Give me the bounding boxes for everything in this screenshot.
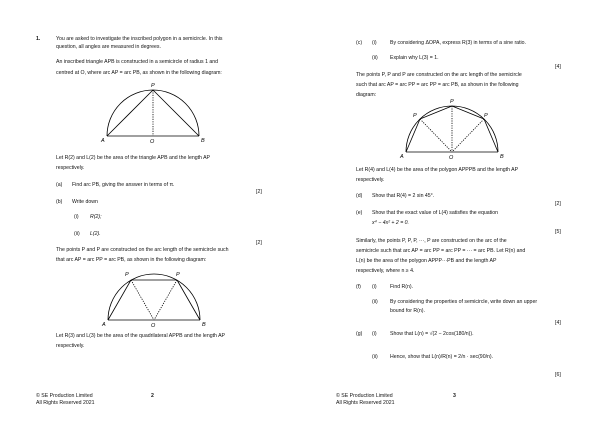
label-o: O xyxy=(449,155,454,161)
paragraph-5-line-3: diagram: xyxy=(356,92,377,98)
paragraph-2-line-1: Let R(2) and L(2) be the area of the triangle APB and the length AP xyxy=(56,155,210,161)
page-number: 3 xyxy=(453,393,456,399)
label-p2: P xyxy=(450,99,454,105)
label-b: B xyxy=(500,154,504,160)
part-a-label: (a) xyxy=(56,182,63,188)
chord-p2p3 xyxy=(452,106,484,119)
part-g-i-text: Show that L(n) = √(2 − 2cos(180/n)). xyxy=(390,331,474,337)
label-b: B xyxy=(202,322,206,328)
paragraph-4-line-2: respectively. xyxy=(56,343,85,349)
footer-copyright: © SE Production Limited xyxy=(336,393,393,399)
part-e-text-2: x⁴ − 4x² + 2 = 0. xyxy=(372,220,409,226)
paragraph-7-line-2: semicircle such that arc AP = arc PP = arc PP = ··· = arc PB. Let R(n) and xyxy=(356,248,526,254)
part-f-label: (f) xyxy=(356,284,361,290)
paragraph-2-line-2: respectively. xyxy=(56,165,85,171)
label-p1: P xyxy=(125,272,129,278)
part-g-marks: [6] xyxy=(555,372,561,378)
radius-op2 xyxy=(154,280,177,320)
part-a-text: Find arc PB, giving the answer in terms of π. xyxy=(72,182,175,188)
part-b-i-text: R(2); xyxy=(90,214,102,220)
intro-line-2: question, all angles are measured in degrees. xyxy=(56,44,161,50)
paragraph-1-line-1: An inscribed triangle APB is constructed in a semicircle of radius 1 and xyxy=(56,59,219,65)
paragraph-3-line-2: that arc AP = arc PP = arc PB, as shown in the following diagram: xyxy=(56,257,207,263)
part-f-ii-label: (ii) xyxy=(372,299,378,305)
paragraph-5-line-2: such that arc AP = arc PP = arc PP = arc PB, as shown in the following xyxy=(356,82,519,88)
chord-ap1 xyxy=(108,280,131,320)
radius-op3 xyxy=(452,119,484,152)
part-b-ii-text: L(2). xyxy=(90,231,101,237)
chord-p1p2 xyxy=(420,106,452,119)
part-c-ii-label: (ii) xyxy=(372,55,378,61)
part-c-label: (c) xyxy=(356,40,363,46)
chord-p3b xyxy=(484,119,498,152)
label-o: O xyxy=(151,323,156,329)
part-c-marks: [4] xyxy=(555,64,561,70)
part-c-i-text: By considering ΔOPA, express R(3) in terms of a sine ratio. xyxy=(390,40,526,46)
part-c-i-label: (i) xyxy=(372,40,377,46)
part-b-ii-label: (ii) xyxy=(74,231,80,237)
part-d-marks: [2] xyxy=(555,201,561,207)
footer-copyright: © SE Production Limited xyxy=(36,393,93,399)
part-c-ii-text: Explain why L(3) = 1. xyxy=(390,55,439,61)
paragraph-7-line-4: respectively, where n ≥ 4. xyxy=(356,268,415,274)
page-3 xyxy=(300,0,600,424)
paragraph-5-line-1: The points P, P and P are constructed on the arc length of the semicircle xyxy=(356,72,522,78)
label-o: O xyxy=(150,139,155,145)
label-a: A xyxy=(101,138,105,144)
semicircle-arc xyxy=(108,274,200,320)
part-g-ii-text: Hence, show that L(n)/R(n) = 2/n · sec(90/n). xyxy=(390,354,494,360)
paragraph-6-line-1: Let R(4) and L(4) be the area of the polygon APPPB and the length AP xyxy=(356,167,519,173)
paragraph-6-line-2: respectively. xyxy=(356,177,385,183)
label-p3: P xyxy=(484,113,488,119)
part-g-i-label: (i) xyxy=(372,331,377,337)
paragraph-4-line-1: Let R(3) and L(3) be the area of the quadrilateral APPB and the length AP xyxy=(56,333,225,339)
part-f-i-label: (i) xyxy=(372,284,377,290)
label-a: A xyxy=(400,154,404,160)
radius-op1 xyxy=(420,119,452,152)
label-p2: P xyxy=(176,272,180,278)
label-a: A xyxy=(102,322,106,328)
footer-rights: All Rights Reserved 2021 xyxy=(36,400,95,406)
paragraph-1-line-2: centred at O, where arc AP = arc PB, as shown in the following diagram: xyxy=(56,70,222,76)
part-f-ii-text-2: bound for R(n). xyxy=(390,308,425,314)
part-g-label: (g) xyxy=(356,331,363,337)
label-p1: P xyxy=(413,113,417,119)
page-number: 2 xyxy=(151,393,154,399)
chord-ap1 xyxy=(406,119,420,152)
chord-p2b xyxy=(177,280,200,320)
radius-op1 xyxy=(131,280,154,320)
part-b-text: Write down xyxy=(72,199,98,205)
part-b-i-label: (i) xyxy=(74,214,79,220)
question-number: 1. xyxy=(36,36,41,42)
part-b-marks: [2] xyxy=(256,240,262,246)
part-f-i-text: Find R(n). xyxy=(390,284,414,290)
part-d-text: Show that R(4) = 2 sin 45°. xyxy=(372,193,435,199)
part-d-label: (d) xyxy=(356,193,363,199)
part-g-ii-label: (ii) xyxy=(372,354,378,360)
label-b: B xyxy=(201,138,205,144)
label-p: P xyxy=(151,83,155,89)
paragraph-7-line-1: Similarly, the points P, P, P, ···, P are constructed on the arc of the xyxy=(356,238,507,244)
part-f-ii-text-1: By considering the properties of semicircle, write down an upper xyxy=(390,299,538,305)
part-e-label: (e) xyxy=(356,210,363,216)
part-a-marks: [2] xyxy=(256,189,262,195)
part-e-marks: [5] xyxy=(555,229,561,235)
footer-rights: All Rights Reserved 2021 xyxy=(336,400,395,406)
part-f-marks: [4] xyxy=(555,320,561,326)
part-b-label: (b) xyxy=(56,199,63,205)
part-e-text-1: Show that the exact value of L(4) satisfies the equation xyxy=(372,210,499,216)
intro-line-1: You are asked to investigate the inscribed polygon in a semicircle. In this xyxy=(56,36,223,42)
paragraph-7-line-3: L(n) be the area of the polygon APPP···PB and the length AP xyxy=(356,258,497,264)
paragraph-3-line-1: The points P and P are constructed on the arc length of the semicircle such xyxy=(56,247,229,253)
